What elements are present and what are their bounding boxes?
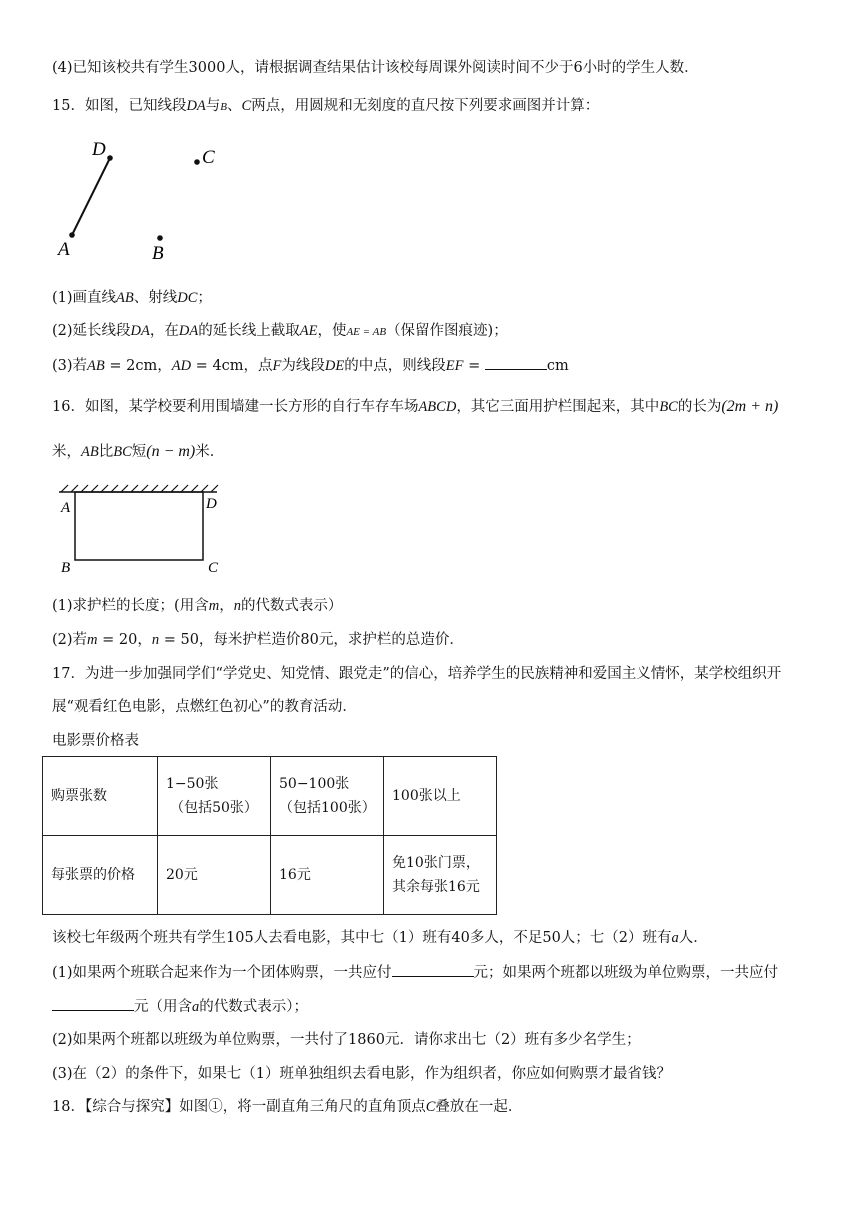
q15-var-da: DA: [186, 98, 206, 114]
q16-var: AB: [81, 444, 99, 460]
point-c: [194, 159, 200, 165]
answer-blank[interactable]: [52, 996, 134, 1011]
q15-1-text: ；: [197, 290, 212, 306]
q15-2-text: （保留作图痕迹)；: [386, 323, 508, 339]
q16-2-text: = 20，: [97, 632, 152, 648]
q15-3-text: = 4cm，点: [191, 358, 273, 374]
q15-3-unit: cm: [546, 358, 569, 374]
q16-2-var: n: [151, 632, 160, 648]
q15-2-text: ，使: [317, 323, 347, 339]
q16-1-text: ，: [219, 598, 234, 614]
q15-3-text: 为线段: [281, 358, 325, 374]
q15-3-var: EF: [445, 358, 464, 374]
q17-text: 该校七年级两个班共有学生105人去看电影，其中七（1）班有40多人，不足50人；七（2）班有: [52, 930, 672, 946]
q15-2-var: DA: [130, 323, 150, 339]
q18-heading: [52, 1097, 522, 1117]
table-cell: 每张票的价格: [43, 836, 158, 915]
q15-3-var: AD: [171, 358, 192, 374]
q17-part3: [52, 1064, 671, 1084]
q16-expr: (n − m): [146, 443, 196, 460]
q17-1-text: 的代数式表示）；: [199, 999, 308, 1015]
price-table: [42, 756, 497, 915]
table-row: [43, 757, 497, 836]
segment-da: [72, 158, 110, 235]
label-b: B: [152, 243, 164, 264]
label-b: B: [61, 560, 71, 576]
cell-line: （包括50张）: [170, 800, 258, 816]
q16-heading: [52, 397, 778, 417]
q15-text: 与: [205, 98, 221, 114]
q16-2-var: m: [87, 632, 98, 648]
q17-part2: [52, 1030, 641, 1050]
q15-3-text: (3)若: [52, 358, 88, 374]
q16-text: 短: [131, 444, 147, 460]
q15-part2: [52, 321, 508, 342]
q15-3-text: = 2cm，: [104, 358, 172, 374]
table-title: [52, 731, 139, 751]
q16-figure: [55, 478, 235, 578]
q15-1-text: (1)画直线: [52, 290, 117, 306]
cell-line: 50−100张: [279, 776, 350, 792]
q14-part4-text: (4)已知该校共有学生3000人，请根据调查结果估计该校每周课外阅读时间不少于6小时的学生人数．: [52, 60, 699, 76]
parking-rectangle: [75, 492, 203, 560]
q17-part1-cont: [52, 996, 308, 1017]
q15-text: 两点，用圆规和无刻度的直尺按下列要求画图并计算：: [251, 98, 600, 114]
q16-expr: (2m + n): [721, 398, 779, 415]
q15-2-var: DA: [178, 323, 199, 339]
table-title-text: 电影票价格表: [52, 733, 139, 749]
q15-2-text: (2)延长线段: [52, 323, 131, 339]
q17-var: a: [671, 930, 679, 946]
q16-1-text: 的代数式表示）: [240, 598, 343, 614]
q15-var-c: C: [241, 98, 252, 114]
q15-2-condition: AE = AB: [346, 326, 387, 338]
point-a: [69, 232, 75, 238]
q15-figure: [50, 135, 250, 270]
q15-3-var: AB: [87, 358, 105, 374]
label-d: D: [206, 496, 217, 512]
q16-1-text: (1)求护栏的长度；(用含: [52, 598, 209, 614]
q15-var-b: B: [220, 101, 228, 113]
q16-var: BC: [659, 399, 678, 415]
cell-line: 1−50张: [166, 776, 219, 792]
label-c: C: [202, 147, 215, 168]
label-a: A: [61, 500, 71, 516]
table-cell: 100张以上: [384, 757, 497, 836]
table-row: [43, 836, 497, 915]
q16-text: 比: [98, 444, 114, 460]
q16-2-text: = 50，每米护栏造价80元，求护栏的总造价．: [159, 632, 464, 648]
q16-1-var: m: [208, 598, 220, 614]
q17-1-text: 元（用含: [134, 999, 192, 1015]
q15-3-text: =: [463, 358, 485, 374]
q15-1-var: AB: [116, 290, 134, 306]
cell-line: 免10张门票，: [392, 855, 480, 871]
table-cell: [384, 836, 497, 915]
q16-var: ABCD: [418, 399, 457, 415]
table-cell: 20元: [158, 836, 271, 915]
q15-text: 15．如图，已知线段: [52, 98, 187, 114]
q16-text: 米．: [195, 444, 225, 460]
q16-text: 米，: [52, 444, 81, 460]
q16-text: 的长为: [677, 399, 722, 415]
q16-part1: [52, 596, 342, 616]
q17-heading: [52, 664, 781, 684]
q16-2-text: (2)若: [52, 632, 88, 648]
q17-1-var: a: [192, 999, 200, 1015]
label-c: C: [208, 560, 219, 576]
table-cell: 16元: [271, 836, 384, 915]
q16-1-var: n: [233, 598, 241, 614]
point-b: [157, 235, 163, 241]
q15-heading: [52, 96, 599, 117]
table-cell: [271, 757, 384, 836]
q16-heading-cont: [52, 442, 224, 462]
q17-heading-cont: [52, 697, 357, 717]
wall-hatching: [61, 485, 218, 492]
q17-part1: [52, 962, 778, 983]
label-d: D: [92, 139, 106, 160]
q16-var: BC: [113, 444, 132, 460]
q17-1-text: 元；如果两个班都以班级为单位购票，一共应付: [473, 965, 779, 981]
q15-3-var: DE: [324, 358, 345, 374]
q14-part4: [52, 58, 699, 78]
cell-line: 其余每张16元: [392, 879, 480, 895]
q16-part2: [52, 630, 464, 650]
q18-text: 叠放在一起．: [435, 1099, 523, 1115]
q17-3-text: (3)在（2）的条件下，如果七（1）班单独组织去看电影，作为组织者，你应如何购票才最省钱？: [52, 1066, 671, 1082]
q15-1-var: DC: [177, 290, 198, 306]
answer-blank[interactable]: [392, 962, 474, 977]
q17-text: 展“观看红色电影，点燃红色初心”的教育活动．: [52, 699, 357, 715]
q18-var: C: [425, 1099, 436, 1115]
q17-2-text: (2)如果两个班都以班级为单位购票，一共付了1860元．请你求出七（2）班有多少名学生；: [52, 1032, 641, 1048]
table-cell: 购票张数: [43, 757, 158, 836]
q15-2-text: 的延长线上截取: [198, 323, 300, 339]
q17-class-info: [52, 928, 708, 948]
q18-text: 18．【综合与探究】如图①，将一副直角三角尺的直角顶点: [52, 1099, 426, 1115]
cell-line: （包括100张）: [279, 800, 376, 816]
label-a: A: [58, 239, 70, 260]
q15-3-var: F: [272, 358, 282, 374]
point-d: [107, 155, 113, 161]
q17-1-text: (1)如果两个班联合起来作为一个团体购票，一共应付: [52, 965, 392, 981]
q15-part1: [52, 288, 212, 308]
q15-text: 、: [227, 98, 242, 114]
q17-text: 人．: [678, 930, 708, 946]
q15-2-text: ，在: [149, 323, 179, 339]
q15-3-text: 的中点，则线段: [344, 358, 446, 374]
table-cell: [158, 757, 271, 836]
q16-text: ，其它三面用护栏围起来，其中: [456, 399, 660, 415]
answer-blank[interactable]: [485, 355, 547, 370]
q15-2-var: AE: [299, 323, 318, 339]
q17-text: 17．为进一步加强同学们“学党史、知党情、跟党走”的信心，培养学生的民族精神和爱国主义情怀，某学校组织开: [52, 666, 782, 682]
q15-1-text: 、射线: [133, 290, 178, 306]
q16-text: 16．如图，某学校要利用围墙建一长方形的自行车存车场: [52, 399, 419, 415]
q15-part3: [52, 355, 569, 376]
